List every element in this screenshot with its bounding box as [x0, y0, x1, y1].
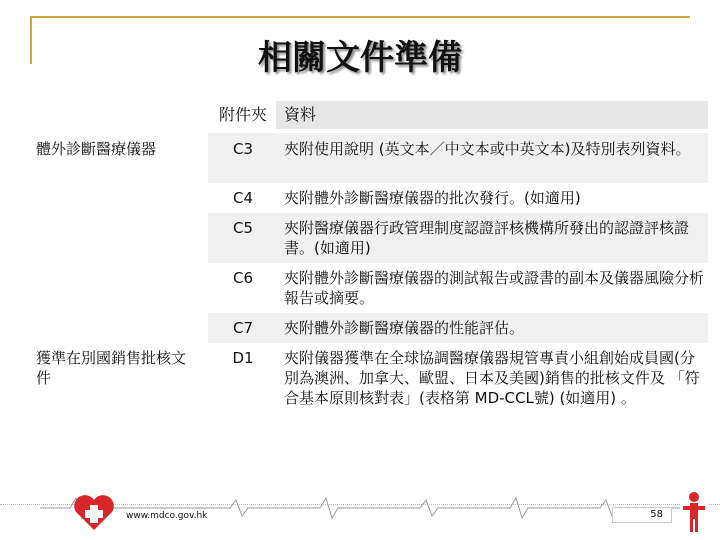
description-cell: 夾附醫療儀器行政管理制度認證評核機構所發出的認證評核證書。(如適用): [284, 219, 690, 257]
description-cell: 夾附體外診斷醫療儀器的批次發行。(如適用): [284, 189, 581, 207]
footer-url: www.mdco.gov.hk: [126, 511, 208, 521]
description-cell: 夾附使用說明 (英文本／中文本或中英文本)及特別表列資料。: [284, 140, 691, 158]
code-cell: C4: [232, 189, 254, 207]
category-ivd: 體外診斷醫療儀器: [36, 140, 157, 158]
table-row: [28, 263, 708, 313]
header-information: 資料: [284, 105, 317, 124]
description-cell: 夾附體外診斷醫療儀器的測試報告或證書的副本及儀器風險分析報告或摘要。: [284, 269, 705, 307]
code-cell: C7: [232, 319, 254, 337]
table-row: [28, 183, 708, 213]
header-attachment: 附件夾: [218, 105, 267, 124]
person-logo: [680, 490, 708, 534]
table-row: [28, 213, 708, 263]
table-row: [28, 133, 708, 183]
code-cell: C5: [232, 219, 254, 237]
ecg-line-graphic: [40, 488, 680, 528]
description-cell: 夾附體外診斷醫療儀器的性能評估。: [284, 319, 525, 337]
code-cell: C3: [232, 140, 254, 158]
category-approval-docs: 獲準在別國銷售批核文件: [36, 349, 187, 387]
code-cell: D1: [232, 349, 254, 367]
code-cell: C6: [232, 269, 254, 287]
page-number: 58: [612, 507, 672, 523]
frame-top-line: [30, 16, 690, 18]
heart-cross-logo: [70, 492, 118, 532]
slide-title: 相關文件準備: [258, 38, 462, 78]
description-cell: 夾附儀器獲準在全球協調醫療儀器規管專責小組創始成員國(分別為澳洲、加拿大、歐盟、日本及美國)銷售的批核文件及 「符合基本原則核對表」(表格第 MD-CCL號) (如適用) 。: [284, 349, 700, 407]
table-row: [28, 343, 708, 435]
table-row: [28, 313, 708, 343]
